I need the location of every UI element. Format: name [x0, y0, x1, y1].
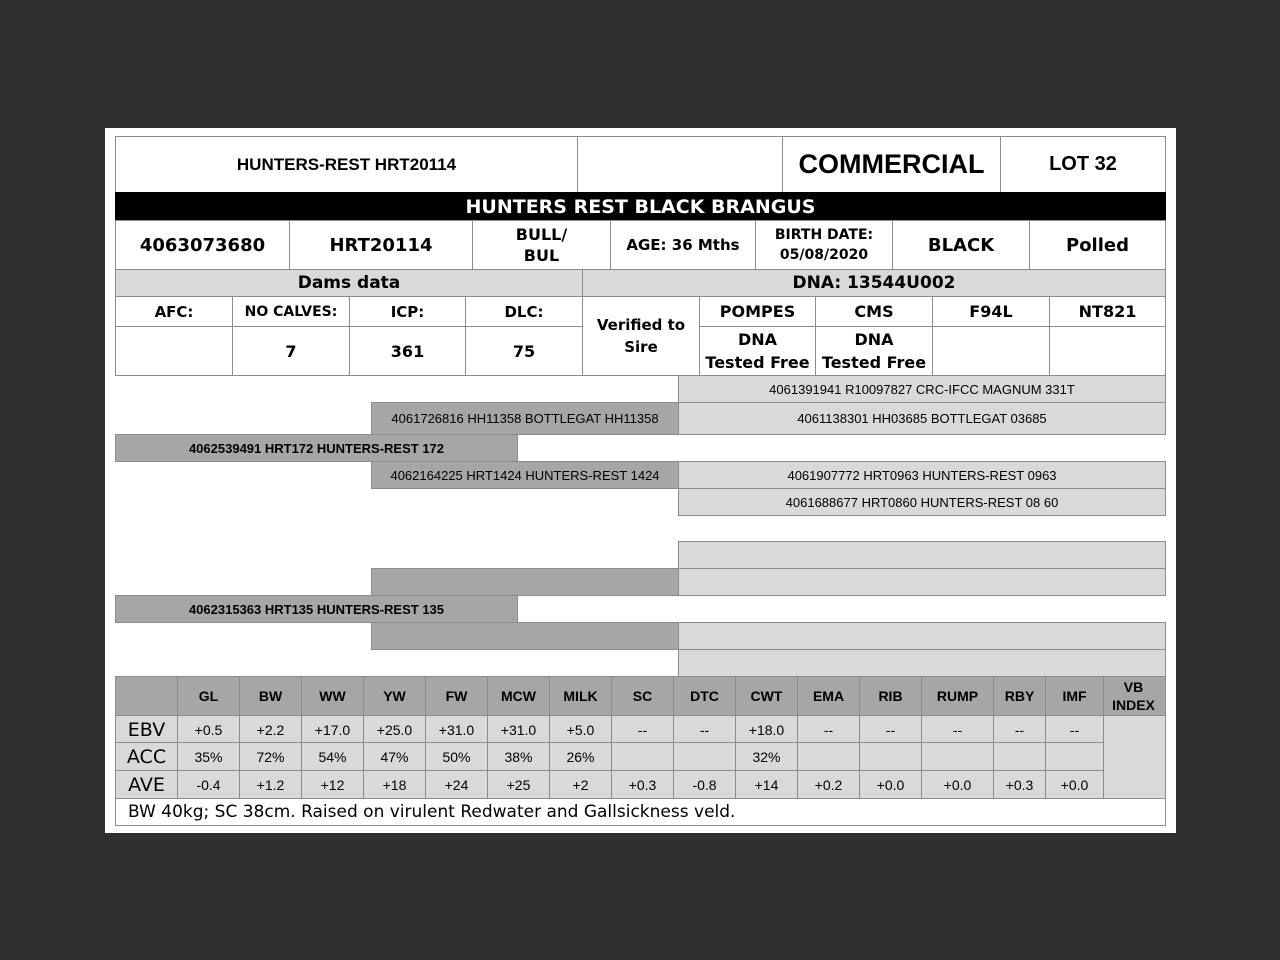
ebv-cell-acc-gl: 35%	[177, 742, 240, 771]
vb-index-value	[1101, 715, 1166, 799]
sex-line1: BULL/	[515, 225, 568, 244]
ebv-cell-ave-dtc: -0.8	[673, 770, 736, 799]
ebv-cell-ave-cwt: +14	[735, 770, 798, 799]
ebv-row-label-acc: ACC	[115, 742, 178, 771]
dna-test-f94l-header: F94L	[932, 296, 1050, 327]
ebv-cell-ave-rby: +0.3	[993, 770, 1046, 799]
pedigree-sire: 4062539491 HRT172 HUNTERS-REST 172	[115, 434, 518, 462]
ebv-header-sc: SC	[611, 676, 674, 716]
horn-status: Polled	[1029, 220, 1166, 270]
ebv-cell-ebv-imf: --	[1045, 715, 1104, 744]
ebv-cell-ebv-fw: +31.0	[425, 715, 488, 744]
remarks: BW 40kg; SC 38cm. Raised on virulent Redwater and Gallsickness veld.	[115, 798, 1166, 826]
pedigree-dam-sire-dam	[678, 568, 1166, 596]
animal-name: HUNTERS-REST HRT20114	[115, 136, 578, 193]
dlc-value: 75	[465, 326, 583, 376]
ebv-cell-ave-ema: +0.2	[797, 770, 860, 799]
ebv-cell-ave-gl: -0.4	[177, 770, 240, 799]
pompes-result-line2: Tested Free	[705, 353, 810, 372]
no-calves-header: NO CALVES:	[232, 296, 350, 327]
verified-line1: Verified to	[596, 316, 686, 334]
birth-date	[755, 220, 893, 270]
dlc-header: DLC:	[465, 296, 583, 327]
ebv-cell-acc-rby	[993, 742, 1046, 771]
ebv-cell-ebv-rib: --	[859, 715, 922, 744]
cms-result-line2: Tested Free	[821, 353, 927, 372]
ebv-cell-ave-ww: +12	[301, 770, 364, 799]
ebv-cell-ave-yw: +18	[363, 770, 426, 799]
ebv-cell-ebv-cwt: +18.0	[735, 715, 798, 744]
pedigree-sire-dam-sire: 4061907772 HRT0963 HUNTERS-REST 0963	[678, 461, 1166, 489]
ebv-cell-ave-milk: +2	[549, 770, 612, 799]
pedigree-dam-sire	[371, 568, 679, 596]
verified-line2: Sire	[624, 338, 658, 356]
ebv-header-rump: RUMP	[921, 676, 994, 716]
ebv-cell-ebv-mcw: +31.0	[487, 715, 550, 744]
ebv-header-cwt: CWT	[735, 676, 798, 716]
ebv-cell-ebv-rump: --	[921, 715, 994, 744]
ebv-header-ema: EMA	[797, 676, 860, 716]
ebv-header-bw: BW	[239, 676, 302, 716]
ebv-cell-ave-imf: +0.0	[1045, 770, 1104, 799]
dna-test-cms-header: CMS	[815, 296, 933, 327]
icp-header: ICP:	[349, 296, 466, 327]
pedigree-sire-sire: 4061726816 HH11358 BOTTLEGAT HH11358	[371, 402, 679, 435]
colour: BLACK	[892, 220, 1030, 270]
dna-test-pompes-header: POMPES	[699, 296, 816, 327]
dna-title: DNA: 13544U002	[582, 269, 1166, 297]
dna-test-f94l-result	[932, 326, 1050, 376]
vb-index-line1: VB	[1123, 679, 1144, 695]
ebv-cell-acc-sc	[611, 742, 674, 771]
ebv-cell-ebv-sc: --	[611, 715, 674, 744]
pedigree-sire-sire-sire: 4061391941 R10097827 CRC-IFCC MAGNUM 331T	[678, 375, 1166, 403]
ebv-cell-acc-rib	[859, 742, 922, 771]
ebv-header-imf: IMF	[1045, 676, 1104, 716]
dna-test-nt821-result	[1049, 326, 1166, 376]
icp-value: 361	[349, 326, 466, 376]
ebv-cell-ave-fw: +24	[425, 770, 488, 799]
birth-date-value: 05/08/2020	[779, 247, 869, 263]
ebv-header-milk: MILK	[549, 676, 612, 716]
ebv-cell-ebv-yw: +25.0	[363, 715, 426, 744]
category-label: COMMERCIAL	[782, 136, 1001, 193]
afc-header: AFC:	[115, 296, 233, 327]
dna-test-cms-result	[815, 326, 933, 376]
dna-test-nt821-header: NT821	[1049, 296, 1166, 327]
pedigree-sire-dam: 4062164225 HRT1424 HUNTERS-REST 1424	[371, 461, 679, 489]
ebv-row-label-ebv: EBV	[115, 715, 178, 744]
pedigree-dam-dam-sire	[678, 622, 1166, 650]
ebv-header-rib: RIB	[859, 676, 922, 716]
lot-number: LOT 32	[1000, 136, 1166, 193]
pedigree-dam: 4062315363 HRT135 HUNTERS-REST 135	[115, 595, 518, 623]
ebv-cell-ave-mcw: +25	[487, 770, 550, 799]
breeder-banner: HUNTERS REST BLACK BRANGUS	[115, 192, 1166, 221]
animal-id-number: 4063073680	[115, 220, 290, 270]
birth-date-label: BIRTH DATE:	[774, 227, 874, 243]
pedigree-dam-dam-dam	[678, 649, 1166, 677]
ebv-cell-acc-ema	[797, 742, 860, 771]
pedigree-dam-sire-sire	[678, 541, 1166, 569]
ebv-corner-cell	[115, 676, 178, 716]
verified-to-sire	[582, 296, 700, 376]
ebv-header-rby: RBY	[993, 676, 1046, 716]
pompes-result-line1: DNA	[737, 330, 778, 349]
ebv-header-dtc: DTC	[673, 676, 736, 716]
ebv-cell-ebv-ema: --	[797, 715, 860, 744]
ebv-cell-ebv-bw: +2.2	[239, 715, 302, 744]
ebv-cell-acc-dtc	[673, 742, 736, 771]
cms-result-line1: DNA	[854, 330, 894, 349]
ebv-cell-acc-bw: 72%	[239, 742, 302, 771]
ebv-cell-ebv-milk: +5.0	[549, 715, 612, 744]
vb-index-line2: INDEX	[1112, 697, 1155, 713]
ebv-cell-ave-rump: +0.0	[921, 770, 994, 799]
ebv-header-gl: GL	[177, 676, 240, 716]
header-blank-cell	[577, 136, 783, 193]
sex	[472, 220, 611, 270]
ebv-row-label-ave: AVE	[115, 770, 178, 799]
ebv-cell-acc-cwt: 32%	[735, 742, 798, 771]
ebv-header-yw: YW	[363, 676, 426, 716]
ebv-cell-acc-imf	[1045, 742, 1104, 771]
ebv-header-mcw: MCW	[487, 676, 550, 716]
ebv-cell-ave-rib: +0.0	[859, 770, 922, 799]
ebv-cell-acc-rump	[921, 742, 994, 771]
ebv-cell-acc-fw: 50%	[425, 742, 488, 771]
pedigree-sire-dam-dam: 4061688677 HRT0860 HUNTERS-REST 08 60	[678, 488, 1166, 516]
vb-index-header	[1101, 676, 1166, 716]
age: AGE: 36 Mths	[610, 220, 756, 270]
dams-data-title: Dams data	[115, 269, 583, 297]
auction-lot-card	[105, 128, 1176, 833]
dna-test-pompes-result	[699, 326, 816, 376]
ebv-cell-ave-sc: +0.3	[611, 770, 674, 799]
ebv-cell-acc-milk: 26%	[549, 742, 612, 771]
ebv-cell-ebv-gl: +0.5	[177, 715, 240, 744]
ebv-header-fw: FW	[425, 676, 488, 716]
ebv-cell-ave-bw: +1.2	[239, 770, 302, 799]
pedigree-dam-dam	[371, 622, 679, 650]
pedigree-sire-sire-dam: 4061138301 HH03685 BOTTLEGAT 03685	[678, 402, 1166, 435]
ebv-cell-ebv-ww: +17.0	[301, 715, 364, 744]
ebv-cell-acc-yw: 47%	[363, 742, 426, 771]
sex-line2: BUL	[523, 246, 560, 265]
ebv-header-ww: WW	[301, 676, 364, 716]
no-calves-value: 7	[232, 326, 350, 376]
afc-value	[115, 326, 233, 376]
ebv-cell-ebv-dtc: --	[673, 715, 736, 744]
ebv-cell-ebv-rby: --	[993, 715, 1046, 744]
ebv-cell-acc-ww: 54%	[301, 742, 364, 771]
ebv-cell-acc-mcw: 38%	[487, 742, 550, 771]
herd-id: HRT20114	[289, 220, 473, 270]
